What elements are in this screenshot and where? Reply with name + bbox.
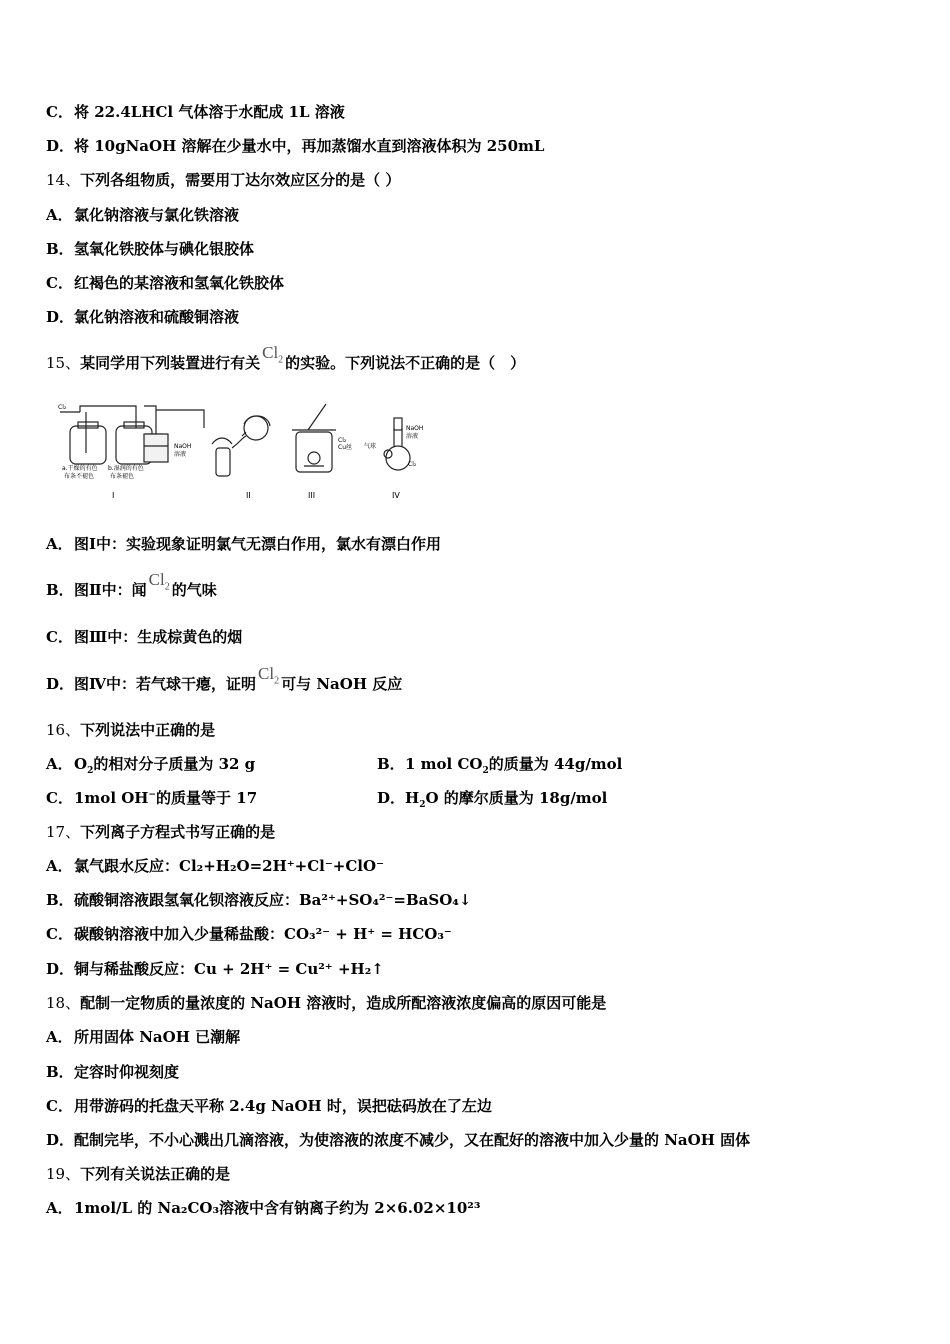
q16-option-b: B．1 mol $CO_2$的质量为 44g/mol <box>377 755 623 776</box>
question-number: 17、 <box>46 823 81 841</box>
q16-option-a: A．$O_2$的相对分子质量为 32 g <box>46 755 256 776</box>
option-text: 红褐色的某溶液和氢氧化铁胶体 <box>74 274 285 292</box>
q16-option-c: C．1mol OH−的质量等于 17 <box>46 789 258 807</box>
apparatus-3 <box>292 404 336 472</box>
q13-option-c <box>46 102 345 122</box>
option-text-end: 可与 NaOH 反应 <box>281 675 403 693</box>
q15-option-a <box>46 534 441 554</box>
option-text: 图Ⅰ中：实验现象证明氯气无漂白作用，氯水有漂白作用 <box>74 535 442 553</box>
cu-jar-label: Cl₂ <box>338 437 347 444</box>
chlorine-formula: $Cl_2$ <box>262 343 284 366</box>
fig-label-3: III <box>308 491 316 500</box>
question-text: 下列说法中正确的是 <box>80 721 216 739</box>
option-text: 将 22.4LHCl 气体溶于水配成 1L 溶液 <box>74 103 345 121</box>
q14-option-a <box>46 205 239 225</box>
option-letter: C． <box>46 274 73 292</box>
q14-stem <box>46 170 400 190</box>
question-number: 19、 <box>46 1165 81 1183</box>
option-text: 氢氧化铁胶体与碘化银胶体 <box>74 240 255 258</box>
q14-option-c <box>46 273 284 293</box>
q15-option-c <box>46 627 242 647</box>
option-letter: A． <box>46 206 73 224</box>
option-letter: D． <box>46 137 75 155</box>
question-text: 下列有关说法正确的是 <box>80 1165 231 1183</box>
question-number: 16、 <box>46 721 81 739</box>
option-text: 将 10gNaOH 溶解在少量水中，再加蒸馏水直到溶液体积为 250mL <box>74 137 545 155</box>
q16-options-cd <box>46 788 906 808</box>
bottle-b-label2: 布条褪色 <box>110 473 135 480</box>
question-number: 14、 <box>46 171 81 189</box>
apparatus-figure <box>56 398 436 508</box>
q15-option-d <box>46 664 403 694</box>
fig-label-4: IV <box>392 491 400 500</box>
question-number: 18、 <box>46 994 81 1012</box>
q13-option-d <box>46 136 544 156</box>
flask-cl2-label: Cl₂ <box>408 461 417 468</box>
question-text: 下列各组物质，需要用丁达尔效应区分的是（ ） <box>80 171 401 189</box>
fig-label-2: II <box>246 491 251 500</box>
chlorine-formula: $Cl_2$ <box>258 664 280 687</box>
bottle-b-label: b.湿润的有色 <box>108 465 144 472</box>
apparatus-2 <box>212 416 270 476</box>
q19-stem <box>46 1164 230 1184</box>
option-letter: B． <box>46 240 74 258</box>
q17-option-d: D．铜与稀盐酸反应：Cu + 2H⁺ = Cu²⁺ +H₂↑ <box>46 960 384 978</box>
q16-options-ab <box>46 754 906 774</box>
option-letter: B． <box>46 581 74 599</box>
bottle-a-label: a.干燥的有色 <box>62 465 98 472</box>
option-letter: C． <box>46 628 73 646</box>
q17-option-a: A．氯气跟水反应：Cl₂+H₂O=2H⁺+Cl⁻+ClO⁻ <box>46 857 384 875</box>
q18-option-a: A．所用固体 NaOH 已潮解 <box>46 1028 241 1046</box>
balloon-label: 气球 <box>364 443 377 450</box>
option-letter: A． <box>46 535 73 553</box>
q17-option-c: C．碳酸钠溶液中加入少量稀盐酸：CO₃²⁻ + H⁺ = HCO₃⁻ <box>46 925 452 943</box>
option-letter: C． <box>46 103 73 121</box>
question-text: 配制一定物质的量浓度的 NaOH 溶液时，造成所配溶液浓度偏高的原因可能是 <box>80 994 607 1012</box>
q14-option-b <box>46 239 254 259</box>
cu-jar-label2: Cu丝 <box>338 444 352 451</box>
q18-option-b: B．定容时仰视刻度 <box>46 1063 180 1081</box>
gas-inlet-label: Cl₂ <box>58 404 67 411</box>
q15-stem <box>46 343 526 373</box>
option-text-end: 的气味 <box>171 581 217 599</box>
naoh2-label2: 溶液 <box>406 433 419 440</box>
chlorine-formula: $Cl_2$ <box>148 570 170 593</box>
q18-option-c: C．用带游码的托盘天平称 2.4g NaOH 时，误把砝码放在了左边 <box>46 1097 492 1115</box>
q17-option-b: B．硫酸铜溶液跟氢氧化钡溶液反应：Ba²⁺+SO₄²⁻=BaSO₄↓ <box>46 891 472 909</box>
option-text: 图Ⅳ中：若气球干瘪，证明 <box>74 675 257 693</box>
naoh1-label: NaOH <box>174 443 192 450</box>
fig-label-1: I <box>112 491 115 500</box>
bottle-a-label2: 布条不褪色 <box>64 473 95 480</box>
question-text: 某同学用下列装置进行有关 <box>80 354 261 372</box>
question-text: 下列离子方程式书写正确的是 <box>80 823 276 841</box>
q17-stem <box>46 822 275 842</box>
question-number: 15、 <box>46 354 81 372</box>
option-letter: D． <box>46 308 75 326</box>
q14-option-d <box>46 307 239 327</box>
q16-stem <box>46 720 215 740</box>
naoh1-label2: 溶液 <box>174 451 187 458</box>
option-text: 氯化钠溶液和硫酸铜溶液 <box>74 308 240 326</box>
option-text: 图Ⅲ中：生成棕黄色的烟 <box>74 628 243 646</box>
q16-option-d: D．$H_2O$ 的摩尔质量为 18g/mol <box>377 789 608 810</box>
q19-option-a: A．1mol/L 的 Na₂CO₃溶液中含有钠离子约为 2×6.02×10²³ <box>46 1199 481 1217</box>
naoh2-label: NaOH <box>406 425 424 432</box>
option-letter: D． <box>46 675 75 693</box>
option-text: 图Ⅱ中：闻 <box>74 581 147 599</box>
question-text-end: 的实验。下列说法不正确的是（ ） <box>285 354 526 372</box>
q18-option-d: D．配制完毕，不小心溅出几滴溶液，为使溶液的浓度不减少，又在配好的溶液中加入少量的 NaOH 固体 <box>46 1131 751 1149</box>
q15-option-b <box>46 570 217 600</box>
option-text: 氯化钠溶液与氯化铁溶液 <box>74 206 240 224</box>
q18-stem <box>46 993 606 1013</box>
